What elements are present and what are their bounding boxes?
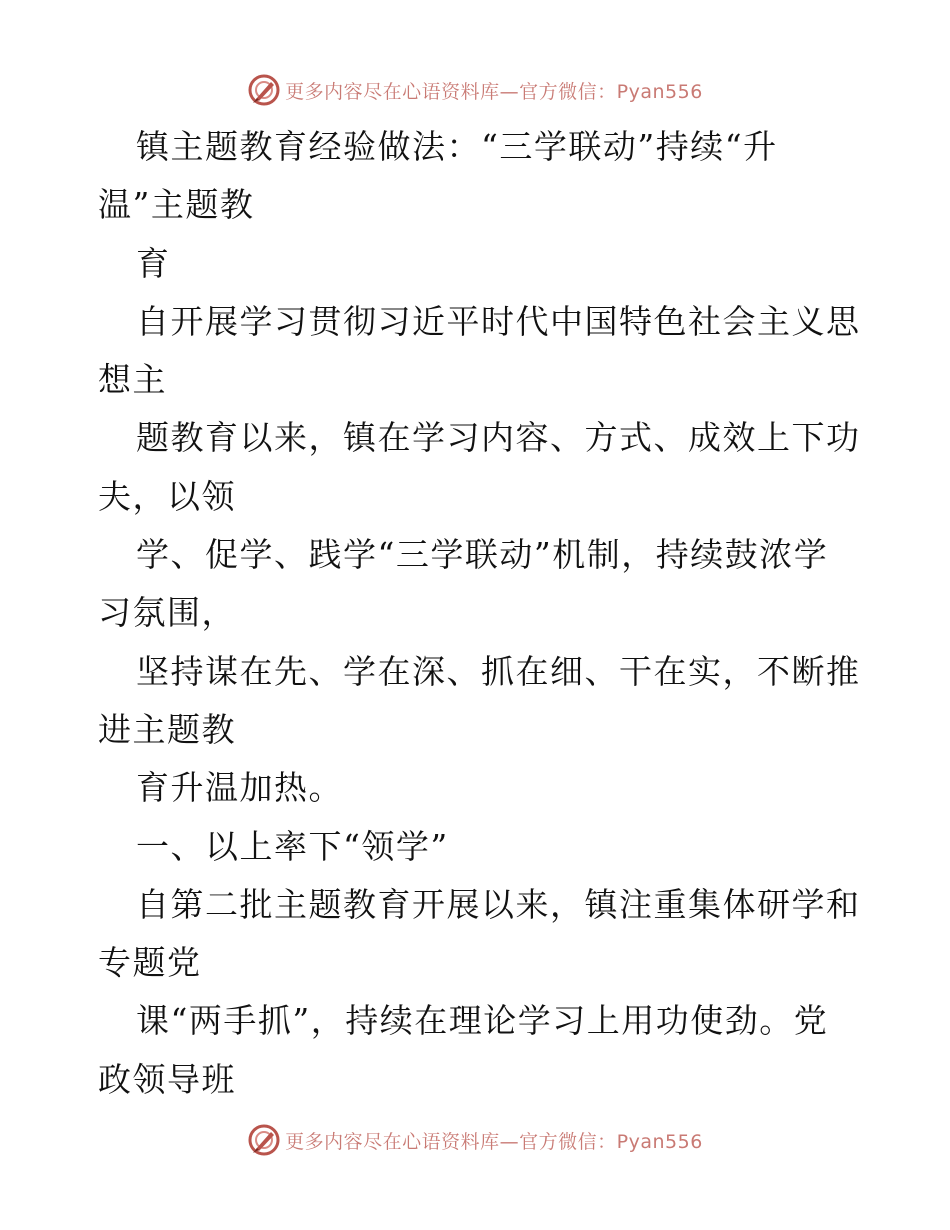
text-line: 一、以上率下“领学”: [136, 826, 449, 866]
text-line: 学、促学、践学“三学联动”机制，持续鼓浓学: [136, 535, 829, 575]
text-line: 专题党: [98, 943, 202, 983]
text-line: 进主题教: [98, 709, 236, 749]
text-line: 政领导班: [98, 1059, 236, 1099]
watermark-header: [0, 70, 950, 110]
text-line: 习氛围，: [98, 593, 236, 633]
text-line: 题教育以来，镇在学习内容、方式、成效上下功: [136, 418, 861, 458]
pen-seal-logo-icon: [247, 1123, 281, 1157]
watermark-footer: [0, 1120, 950, 1160]
text-line: 自开展学习贯彻习近平时代中国特色社会主义思: [136, 301, 861, 341]
text-line: 温”主题教: [98, 185, 255, 225]
text-line: 想主: [98, 360, 167, 400]
watermark-text: 更多内容尽在心语资料库—官方微信：Pyan556: [285, 80, 703, 103]
text-line: 育升温加热。: [136, 768, 343, 808]
text-line: 自第二批主题教育开展以来，镇注重集体研学和: [136, 884, 861, 924]
pen-seal-logo-icon: [247, 73, 281, 107]
text-line: 坚持谋在先、学在深、抓在细、干在实，不断推: [136, 651, 861, 691]
text-line: 夫，以领: [98, 476, 236, 516]
text-line: 育: [136, 243, 171, 283]
watermark-text: 更多内容尽在心语资料库—官方微信：Pyan556: [285, 1130, 703, 1153]
document-body: [98, 118, 861, 1109]
text-line: 镇主题教育经验做法：“三学联动”持续“升: [136, 127, 778, 166]
text-line: 课“两手抓”，持续在理论学习上用功使劲。党: [136, 1001, 829, 1041]
